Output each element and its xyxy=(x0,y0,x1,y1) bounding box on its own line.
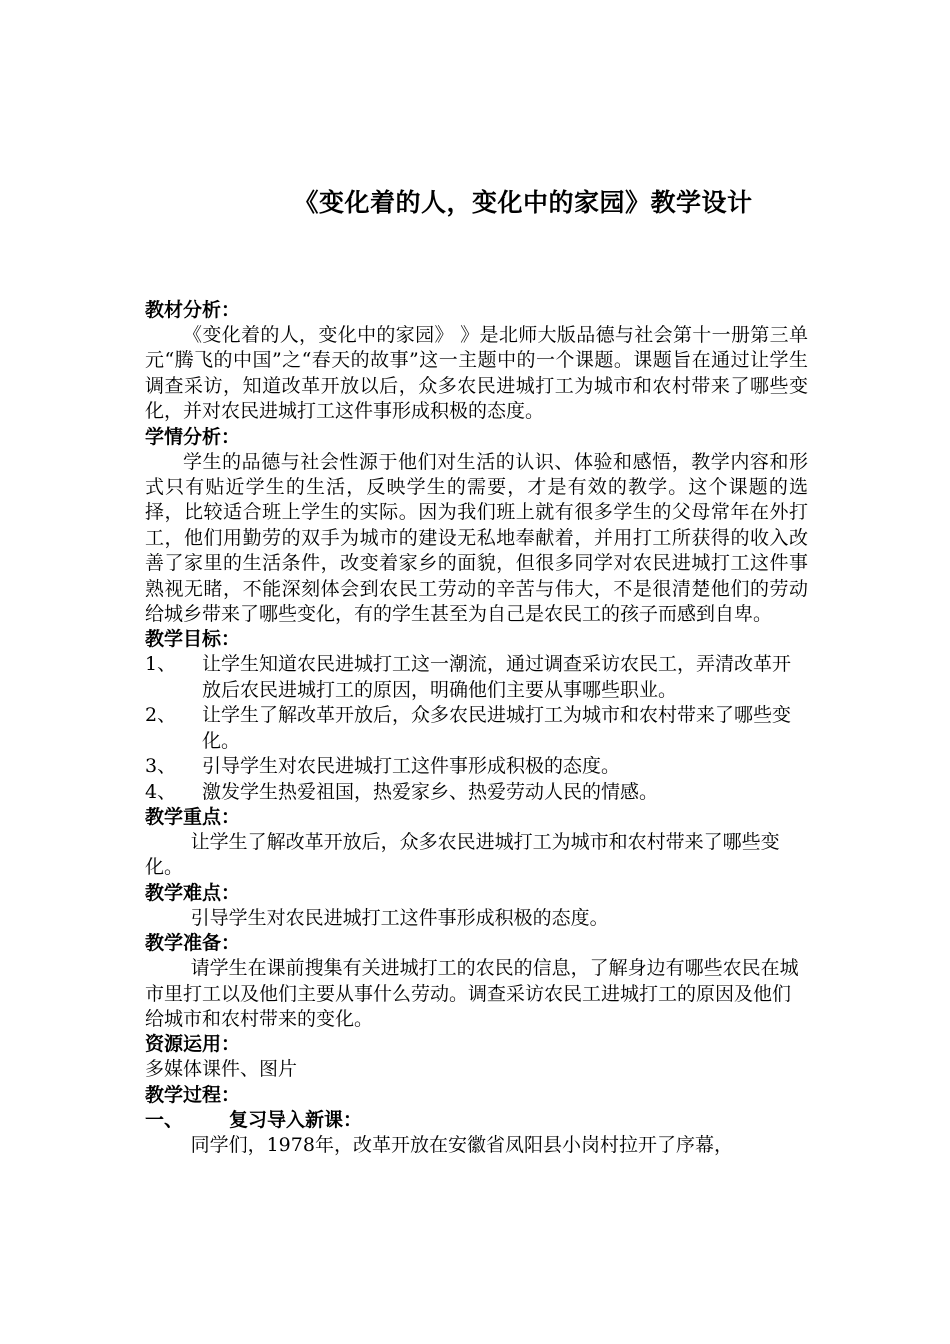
list-item-text: 让学生知道农民进城打工这一潮流，通过调查采访农民工，弄清改革开放后农民进城打工的原因，明确他们主要从事哪些职业。 xyxy=(202,653,792,701)
process-step-heading xyxy=(145,1108,808,1133)
list-item-number: 4、 xyxy=(145,780,177,803)
list-item-text: 引导学生对农民进城打工这件事形成积极的态度。 xyxy=(202,755,621,778)
list-item xyxy=(145,754,808,779)
process-step-title: 复习导入新课： xyxy=(229,1108,363,1131)
section-text-material: 《变化着的人，变化中的家园》 》是北师大版品德与社会第十一册第三单元“腾飞的中国”之“春天的故事”这一主题中的一个课题。课题旨在通过让学生调查采访，知道改革开放以后，众多农民进城打工为城市和农村带来了哪些变化，并对农民进城打工这件事形成积极的态度。 xyxy=(145,324,808,423)
section-heading-difficulty: 教学难点： xyxy=(145,881,241,904)
section-heading-resources: 资源运用： xyxy=(145,1033,241,1056)
section-heading-learner: 学情分析： xyxy=(145,425,241,448)
section-text-resources: 多媒体课件、图片 xyxy=(145,1058,298,1081)
list-item-number: 1、 xyxy=(145,653,177,676)
list-item-number: 2、 xyxy=(145,704,177,727)
section-text-process: 同学们，1978年，改革开放在安徽省凤阳县小岗村拉开了序幕， xyxy=(190,1133,733,1156)
process-step-number: 一、 xyxy=(145,1108,184,1131)
section-heading-goals: 教学目标： xyxy=(145,628,241,651)
section-heading-process: 教学过程： xyxy=(145,1083,241,1106)
list-item xyxy=(145,652,808,703)
document-body xyxy=(145,298,808,1158)
goals-list xyxy=(145,652,808,804)
list-item-text: 激发学生热爱祖国，热爱家乡、热爱劳动人民的情感。 xyxy=(202,780,659,803)
section-text-preparation: 请学生在课前搜集有关进城打工的农民的信息，了解身边有哪些农民在城市里打工以及他们主要从事什么劳动。调查采访农民工进城打工的原因及他们给城市和农村带来的变化。 xyxy=(145,957,799,1030)
list-item xyxy=(145,703,808,754)
section-text-learner: 学生的品德与社会性源于他们对生活的认识、体验和感悟，教学内容和形式只有贴近学生的生活，反映学生的需要，才是有效的教学。这个课题的选择，比较适合班上学生的实际。因为我们班上就有很多学生的父母常年在外打工，他们用勤劳的双手为城市的建设无私地奉献着，并用打工所获得的收入改善了家里的生活条件，改变着家乡的面貌，但很多同学对农民进城打工这件事熟视无睹，不能深刻体会到农民工劳动的辛苦与伟大，不是很清楚他们的劳动给城乡带来了哪些变化，有的学生甚至为自己是农民工的孩子而感到自卑。 xyxy=(145,450,808,626)
list-item-text: 让学生了解改革开放后，众多农民进城打工为城市和农村带来了哪些变化。 xyxy=(202,704,792,752)
section-text-difficulty: 引导学生对农民进城打工这件事形成积极的态度。 xyxy=(190,906,609,929)
section-heading-key-point: 教学重点： xyxy=(145,805,241,828)
section-heading-preparation: 教学准备： xyxy=(145,932,241,955)
section-text-key-point: 让学生了解改革开放后，众多农民进城打工为城市和农村带来了哪些变化。 xyxy=(145,830,780,879)
list-item xyxy=(145,780,808,805)
document-title: 《变化着的人，变化中的家园》教学设计 xyxy=(293,188,753,217)
list-item-number: 3、 xyxy=(145,755,177,778)
section-heading-material: 教材分析： xyxy=(145,299,241,321)
